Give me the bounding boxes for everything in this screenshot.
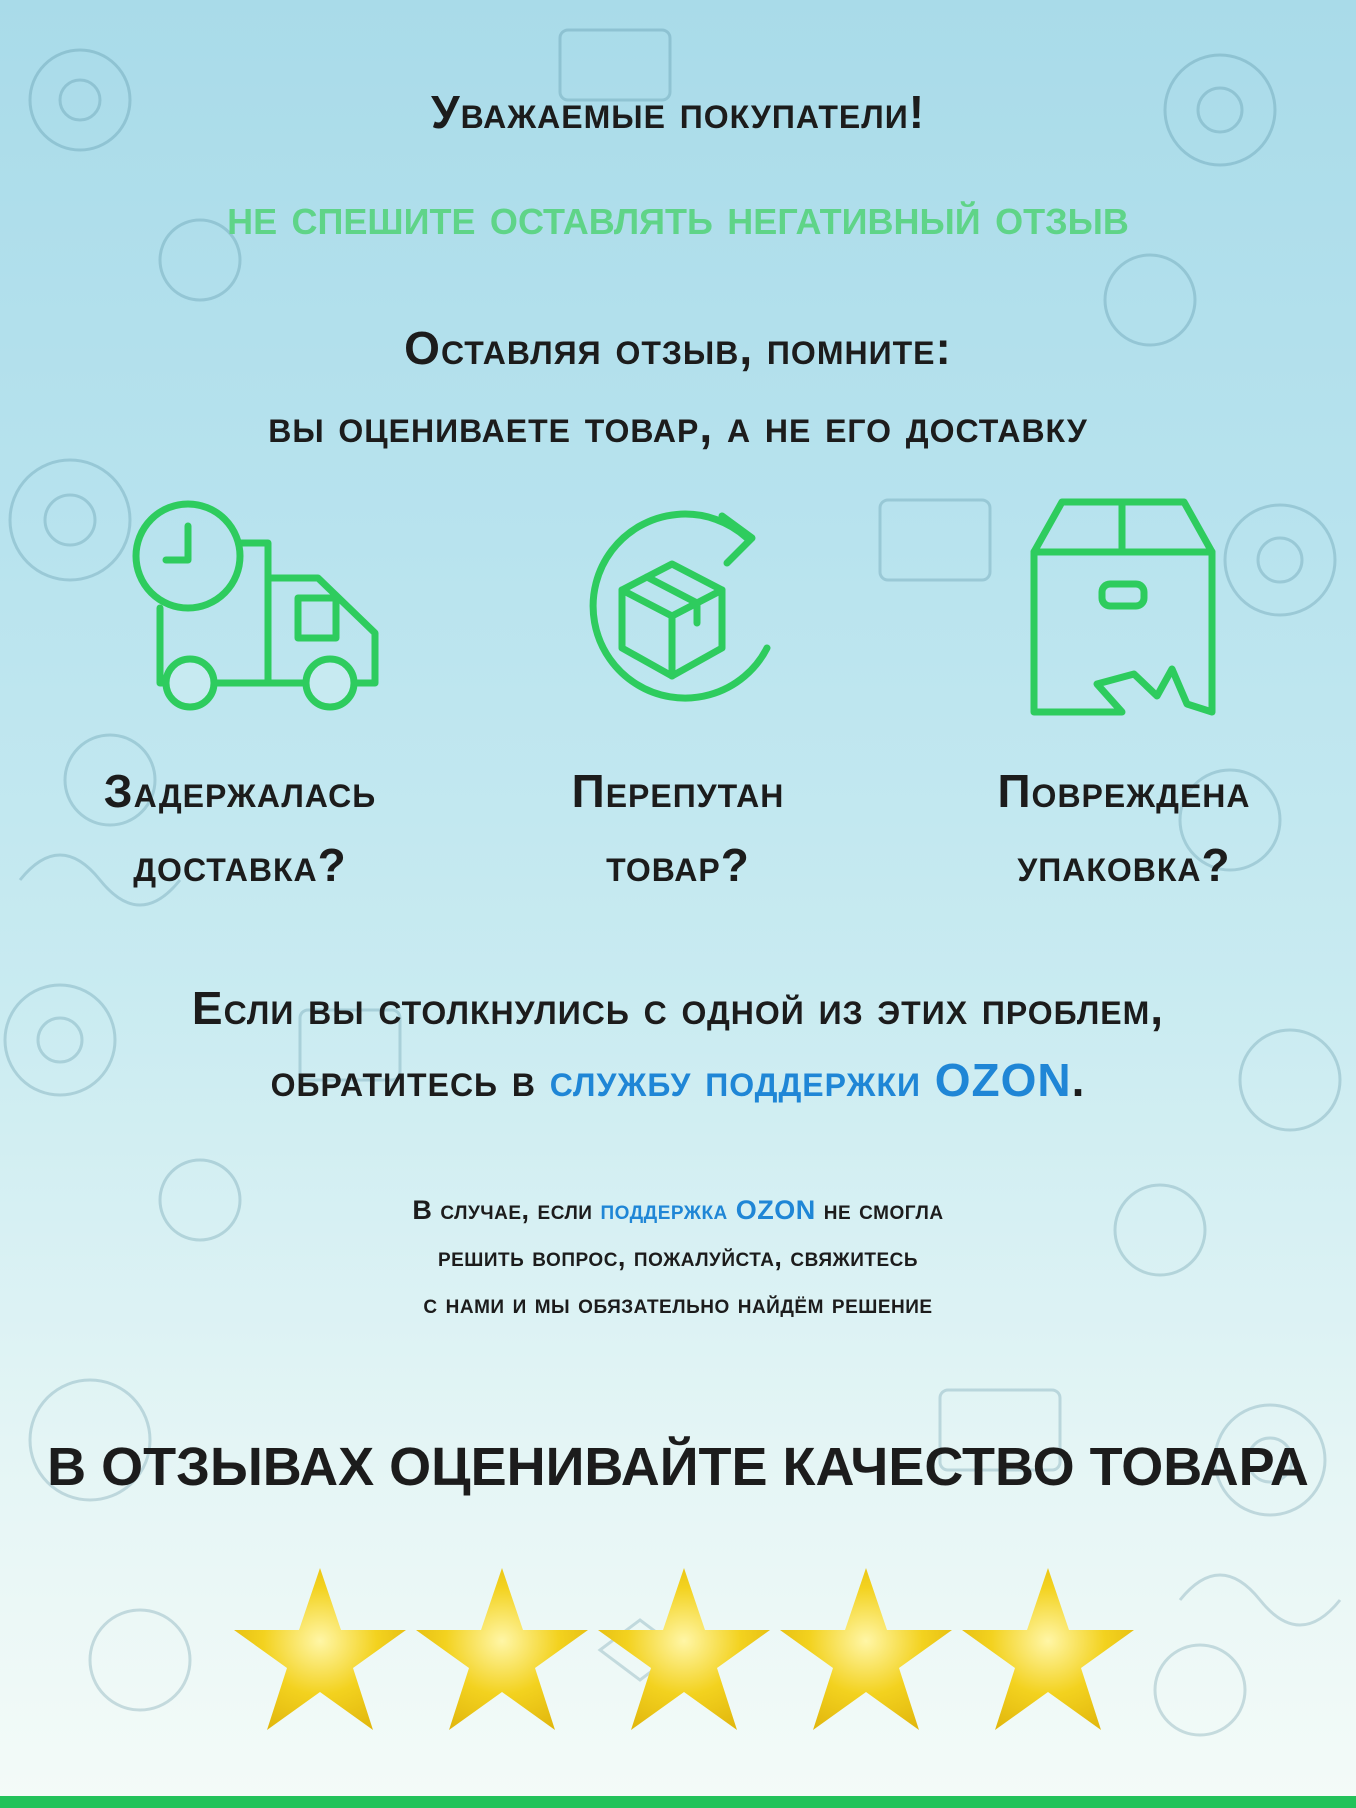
star-icon-5 [962,1568,1134,1730]
issue-delivery-label-2: доставка? [133,839,347,891]
ozon-support-link[interactable]: службу поддержки OZON [549,1054,1072,1106]
support-line-2-suffix: . [1071,1054,1086,1106]
greeting-heading: Уважаемые покупатели! [430,86,926,138]
rating-stars [230,1560,1150,1740]
issue-delivery-label-1: Задержалась [103,765,377,817]
warning-heading: не спешите оставлять негативный отзыв [227,188,1129,246]
star-icon-1 [234,1568,406,1730]
issue-wrong-item-label-2: товар? [606,839,750,891]
fallback-line-3: с нами и мы обязательно найдём решение [423,1289,933,1319]
damaged-package-icon [1022,494,1222,719]
fallback-line-1-suffix: не смогла [815,1195,944,1225]
issue-package-label-1: Повреждена [997,765,1251,817]
issue-wrong-item-label-1: Перепутан [571,765,785,817]
fallback-line-2: решить вопрос, пожалуйста, свяжитесь [437,1242,919,1272]
star-icon-3 [598,1568,770,1730]
support-line-2-prefix: обратитесь в [270,1054,550,1106]
star-icon-2 [416,1568,588,1730]
issue-package-label-2: упаковка? [1017,839,1231,891]
box-refresh-icon [562,498,792,718]
fallback-line-1-prefix: В случае, если [412,1195,601,1225]
footer-cta: В ОТЗЫВАХ ОЦЕНИВАЙТЕ КАЧЕСТВО ТОВАРА [47,1437,1309,1497]
star-icon-4 [780,1568,952,1730]
support-line-1: Если вы столкнулись с одной из этих проблем, [191,982,1165,1034]
delivery-truck-clock-icon [130,498,380,718]
reminder-line-1: Оставляя отзыв, помните: [404,322,952,374]
fallback-line-1 [0,1190,1356,1230]
bottom-accent-bar [0,1796,1356,1808]
support-line-2 [0,1050,1356,1110]
ozon-support-highlight: поддержка OZON [600,1195,816,1225]
reminder-line-2: вы оцениваете товар, а не его доставку [268,400,1088,452]
